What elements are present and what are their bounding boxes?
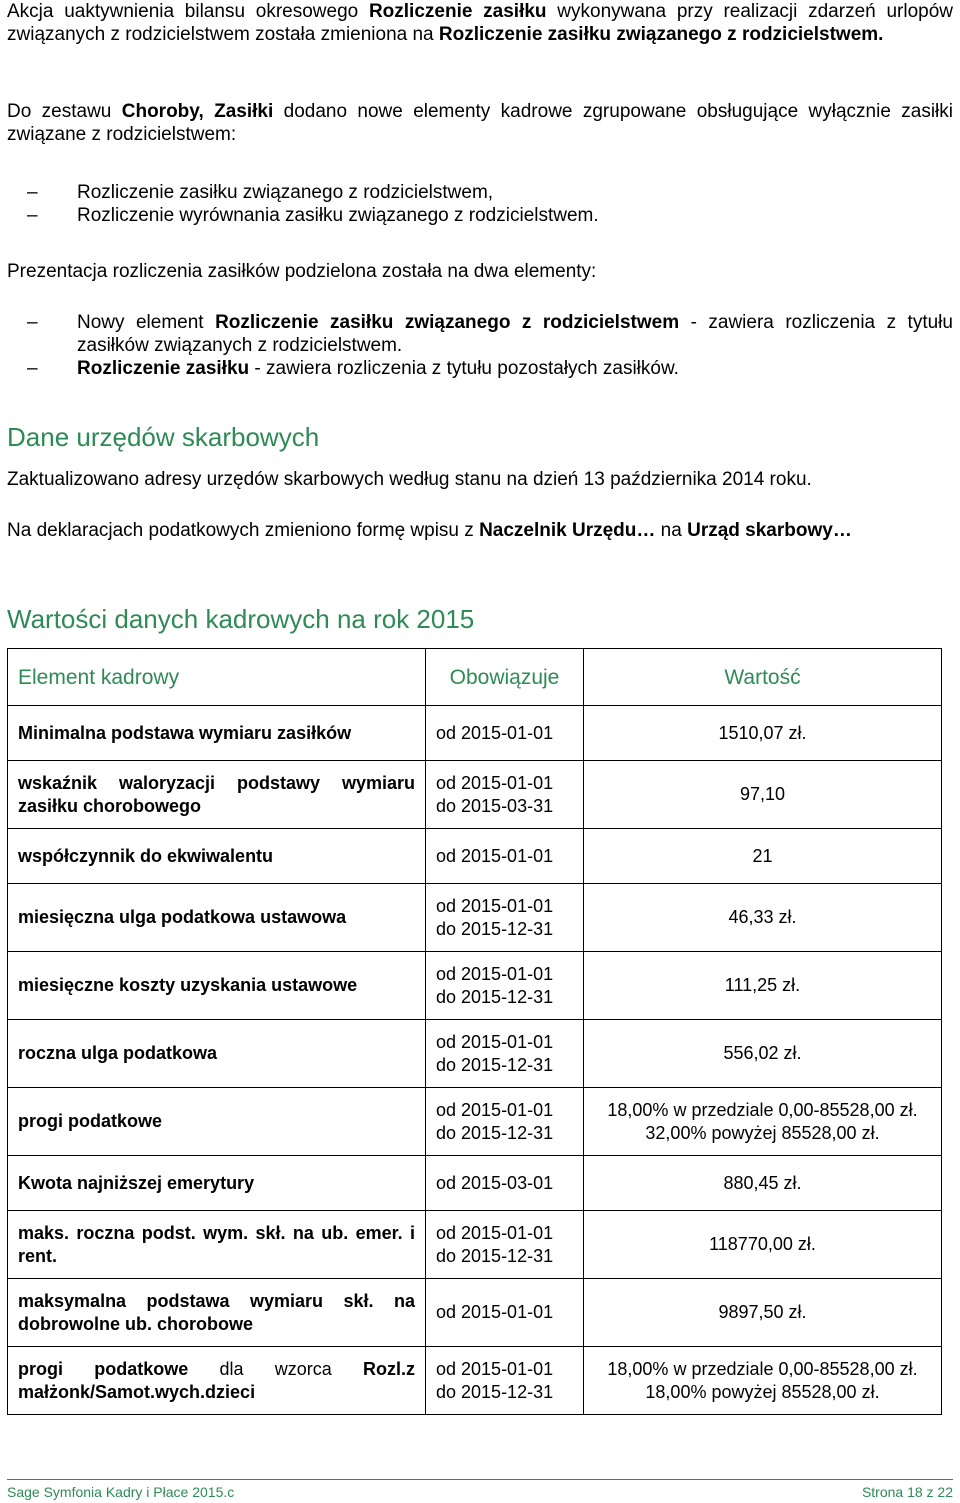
valid-from: od 2015-01-01 [436,772,554,793]
element-name-cell [8,884,426,952]
list-item-text: Rozliczenie wyrównania zasiłku związanego z rodzicielstwem. [77,205,599,226]
validity-cell [426,1156,584,1211]
valid-from: od 2015-01-01 [436,722,554,743]
bold-text: Rozliczenie zasiłku związanego z rodzicielstwem [215,312,680,333]
element-name: maksymalna podstawa wymiaru skł. na dobrowolne ub. chorobowe [18,1290,415,1334]
validity-cell [426,706,584,761]
list-item [7,311,953,357]
element-name: progi podatkowe [18,1358,189,1379]
table-row [8,952,942,1020]
value: 18,00% w przedziale 0,00-85528,00 zł. [607,1358,918,1379]
valid-from: od 2015-01-01 [436,1031,554,1052]
table-row [8,761,942,829]
table-row [8,1347,942,1415]
valid-from: od 2015-01-01 [436,963,554,984]
value-second-line: 32,00% powyżej 85528,00 zł. [645,1122,880,1143]
paragraph-tax-declarations [7,519,953,542]
element-name-cell [8,761,426,829]
text: - zawiera rozliczenia z tytułu pozostałych zasiłków. [249,358,679,379]
footer-rule [7,1479,953,1480]
value: 18,00% w przedziale 0,00-85528,00 zł. [607,1099,918,1120]
text: Akcja uaktywnienia bilansu okresowego [7,1,369,22]
element-name-cell [8,829,426,884]
value: 46,33 zł. [728,907,797,927]
value: 556,02 zł. [723,1043,802,1063]
dash-bullet: – [27,312,38,333]
value-cell [584,1156,942,1211]
tax-offices-heading: Dane urzędów skarbowych [7,422,320,452]
paragraph-tax-addresses: Zaktualizowano adresy urzędów skarbowych według stanu na dzień 13 października 2014 roku. [7,469,812,490]
paragraph-balance-action [7,0,953,46]
list-item [7,181,953,204]
element-name-cell [8,1347,426,1415]
value-cell [584,829,942,884]
validity-cell [426,829,584,884]
valid-from: od 2015-01-01 [436,1222,554,1243]
list-item-text: Rozliczenie zasiłku związanego z rodzicielstwem, [77,182,494,203]
text: Nowy element [77,312,216,333]
value-cell [584,706,942,761]
text: dodano nowe elementy kadrowe zgrupowane obsługujące wyłącznie zasiłki związane z rodzicielstwem: [7,101,953,145]
table-row [8,1020,942,1088]
element-name: progi podatkowe [18,1111,162,1131]
valid-to: do 2015-12-31 [436,1245,554,1266]
valid-from: od 2015-01-01 [436,845,554,866]
element-name: miesięczne koszty uzyskania ustawowe [18,975,358,995]
valid-to: do 2015-12-31 [436,1381,554,1402]
table-row [8,884,942,952]
element-name: Kwota najniższej emerytury [18,1172,255,1193]
element-name: wskaźnik waloryzacji podstawy wymiaru zasiłku chorobowego [18,772,415,816]
valid-to: do 2015-03-31 [436,795,554,816]
element-name-cell [8,1088,426,1156]
element-name-cell [8,1279,426,1347]
validity-cell [426,1347,584,1415]
validity-cell [426,884,584,952]
column-header: Wartość [584,649,942,706]
element-name: współczynnik do ekwiwalentu [18,845,274,866]
list-item [7,357,953,380]
table-row [8,1279,942,1347]
element-name: Minimalna podstawa wymiaru zasiłków [18,722,352,743]
value: 21 [752,845,773,866]
bold-text: Urząd skarbowy… [687,520,852,541]
table-row [8,1088,942,1156]
validity-cell [426,1279,584,1347]
value: 111,25 zł. [724,975,801,995]
element-name-cell [8,1211,426,1279]
valid-to: do 2015-12-31 [436,1122,554,1143]
element-name-plain: dla wzorca [188,1358,364,1379]
element-name-cell [8,1020,426,1088]
valid-from: od 2015-01-01 [436,1358,554,1379]
table-row [8,1156,942,1211]
table-row [8,829,942,884]
bold-text: Rozliczenie zasiłku [368,1,547,22]
footer-product: Sage Symfonia Kadry i Płace 2015.c [7,1484,235,1500]
values-table-body [8,706,942,1415]
value-cell [584,884,942,952]
value-cell [584,1347,942,1415]
element-name-cell [8,706,426,761]
paragraph-presentation: Prezentacja rozliczenia zasiłków podzielona została na dwa elementy: [7,261,597,282]
validity-cell [426,1211,584,1279]
dash-bullet: – [27,358,38,379]
table-header-row [8,649,942,706]
value-cell [584,1088,942,1156]
text: - zawiera rozliczenia z tytułu zasiłków związanych z rodzicielstwem. [77,312,953,356]
value-cell [584,1279,942,1347]
column-header: Element kadrowy [8,649,426,706]
value-cell [584,952,942,1020]
dash-bullet: – [27,205,38,226]
paragraph-new-elements [7,100,953,146]
element-name: roczna ulga podatkowa [18,1043,218,1063]
table-row [8,1211,942,1279]
valid-to: do 2015-12-31 [436,986,554,1007]
column-header: Obowiązuje [426,649,584,706]
dash-bullet: – [27,182,38,203]
valid-from: od 2015-01-01 [436,895,554,916]
element-name-cell [8,952,426,1020]
value: 9897,50 zł. [718,1302,807,1322]
value-second-line: 18,00% powyżej 85528,00 zł. [645,1381,880,1402]
value: 118770,00 zł. [709,1234,816,1254]
footer-page-number: Strona 18 z 22 [861,1484,953,1500]
new-elements-list [7,181,953,227]
validity-cell [426,952,584,1020]
element-name-cell [8,1156,426,1211]
list-item [7,204,953,227]
valid-from: od 2015-01-01 [436,1302,554,1322]
value: 1510,07 zł. [718,722,807,743]
text: Na deklaracjach podatkowych zmieniono formę wpisu z [7,520,480,541]
text: Do zestawu [7,101,122,122]
values-heading: Wartości danych kadrowych na rok 2015 [7,604,475,634]
value-cell [584,761,942,829]
value-cell [584,1020,942,1088]
element-name-template: Rozl.z małżonk/Samot.wych.dzieci [18,1358,416,1402]
validity-cell [426,1088,584,1156]
bold-text: Rozliczenie zasiłku [77,358,250,379]
validity-cell [426,761,584,829]
valid-to: do 2015-12-31 [436,918,554,939]
values-table [7,648,942,1415]
element-name: miesięczna ulga podatkowa ustawowa [18,907,347,927]
text: na [655,520,688,541]
bold-text: Rozliczenie zasiłku związanego z rodzicielstwem. [438,24,884,45]
valid-from: od 2015-03-01 [436,1172,554,1193]
value: 97,10 [739,784,786,804]
validity-cell [426,1020,584,1088]
valid-from: od 2015-01-01 [436,1099,554,1120]
presentation-list [7,311,953,380]
table-row [8,706,942,761]
bold-text: Choroby, Zasiłki [121,101,274,122]
value-cell [584,1211,942,1279]
element-name: maks. roczna podst. wym. skł. na ub. emer. i rent. [18,1222,415,1266]
value: 880,45 zł. [723,1172,802,1193]
bold-text: Naczelnik Urzędu… [479,520,656,541]
valid-to: do 2015-12-31 [436,1054,554,1075]
text: wykonywana przy realizacji zdarzeń urlopów związanych z rodzicielstwem została zmieniona na [7,1,953,45]
